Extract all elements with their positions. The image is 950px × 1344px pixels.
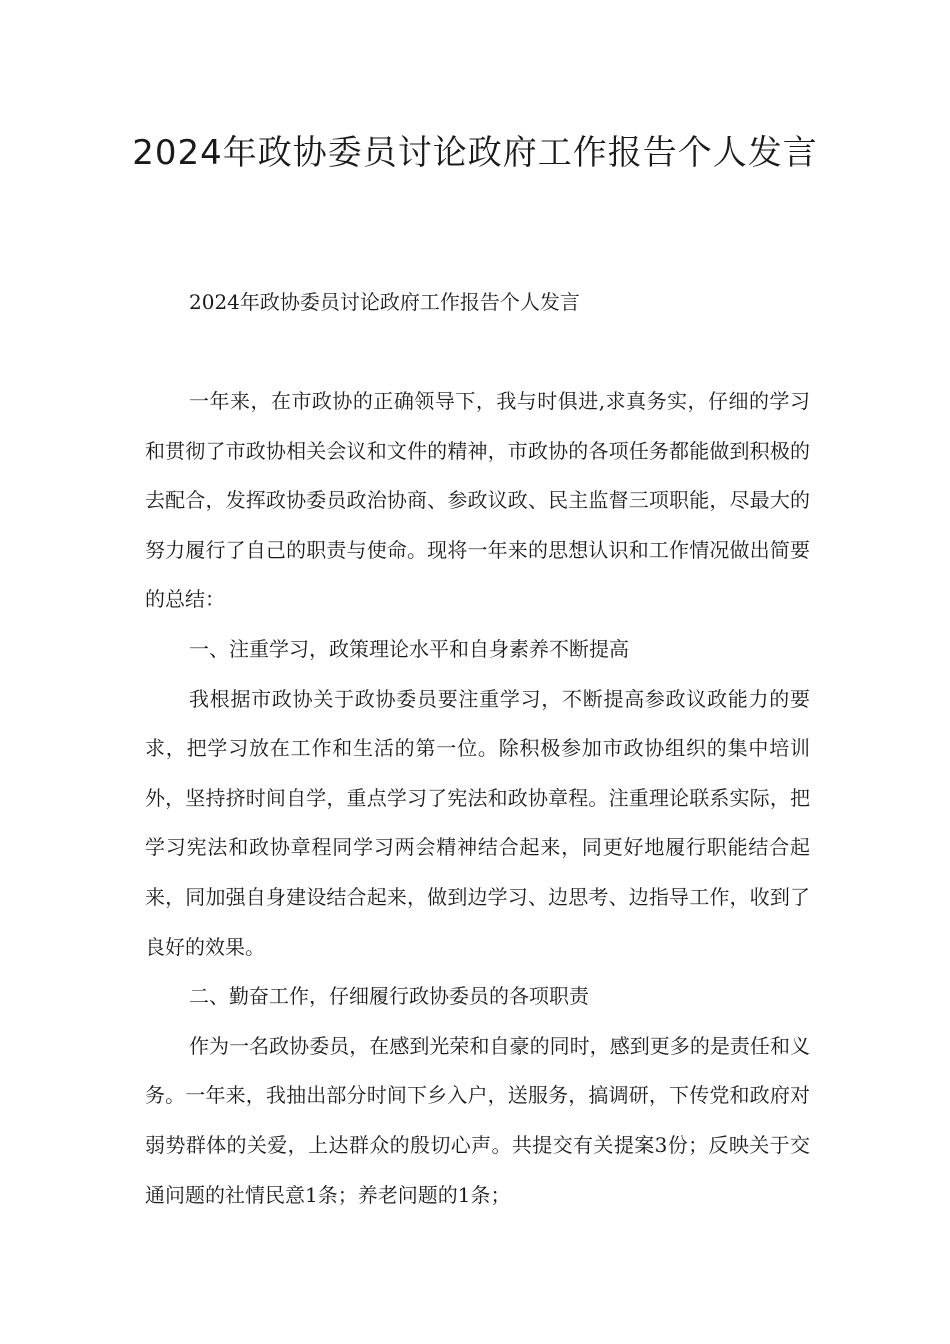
document-title: 2024年政协委员讨论政府工作报告个人发言 (132, 133, 818, 173)
paragraph-work: 作为一名政协委员，在感到光荣和自豪的同时，感到更多的是责任和义务。一年来，我抽出部分时间下乡入户，送服务，搞调研，下传党和政府对弱势群体的关爱，上达群众的殷切心声。共提交有关提案3份；反映关于交通问题的社情民意1条；养老问题的1条； (145, 1033, 810, 1207)
paragraph-study: 我根据市政协关于政协委员要注重学习，不断提高参政议政能力的要求，把学习放在工作和生活的第一位。除积极参加市政协组织的集中培训外，坚持挤时间自学，重点学习了宪法和政协章程。注重理论联系实际，把学习宪法和政协章程同学习两会精神结合起来，同更好地履行职能结合起来，同加强自身建设结合起来，做到边学习、边思考、边指导工作，收到了良好的效果。 (145, 686, 810, 959)
document-body (145, 377, 810, 1220)
section-heading-2: 二、勤奋工作，仔细履行政协委员的各项职责 (189, 984, 589, 1009)
paragraph-intro: 一年来，在市政协的正确领导下，我与时俱进,求真务实，仔细的学习和贯彻了市政协相关会议和文件的精神，市政协的各项任务都能做到积极的去配合，发挥政协委员政治协商、参政议政、民主监督三项职能，尽最大的努力履行了自己的职责与使命。现将一年来的思想认识和工作情况做出简要的总结： (145, 389, 810, 612)
document-subtitle: 2024年政协委员讨论政府工作报告个人发言 (189, 290, 580, 314)
section-heading-1: 一、注重学习，政策理论水平和自身素养不断提高 (189, 636, 629, 661)
